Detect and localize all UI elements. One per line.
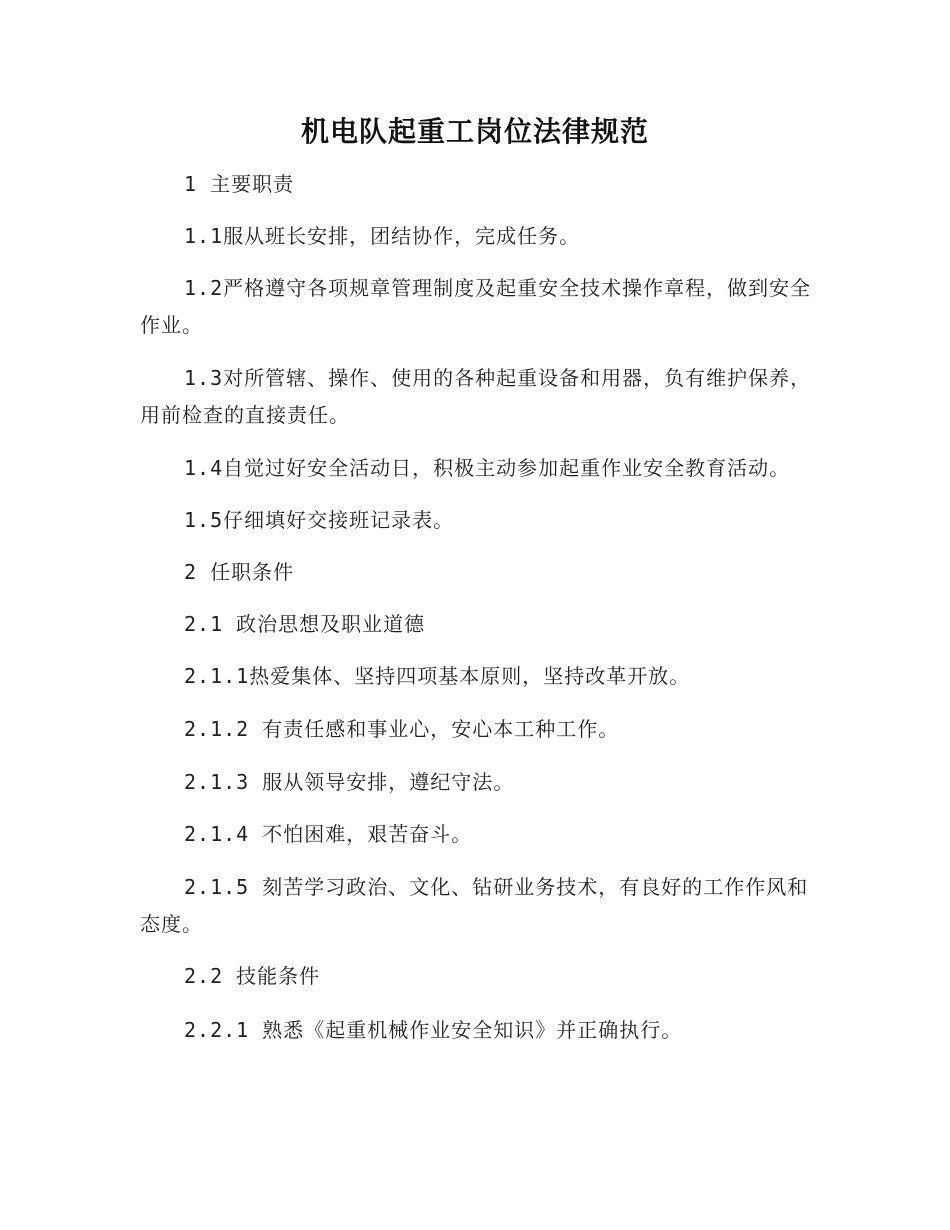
- paragraph-2-1-1: 2.1.1热爱集体、坚持四项基本原则，坚持改革开放。: [184, 664, 691, 688]
- paragraph-1-1: 1.1服从班长安排，团结协作，完成任务。: [184, 224, 581, 248]
- paragraph-1-2: 1.2严格遵守各项规章管理制度及起重安全技术操作章程，做到安全作业。: [140, 276, 812, 337]
- paragraph-2-1-4: 2.1.4 不怕困难，艰苦奋斗。: [184, 822, 473, 846]
- paragraph-2-1: 2.1 政治思想及职业道德: [184, 612, 426, 636]
- paragraph-2-2-1: 2.2.1 熟悉《起重机械作业安全知识》并正确执行。: [184, 1018, 683, 1042]
- document-title: 机电队起重工岗位法律规范: [300, 115, 649, 148]
- paragraph-2-2: 2.2 技能条件: [184, 964, 321, 988]
- paragraph-2-1-3: 2.1.3 服从领导安排，遵纪守法。: [184, 770, 515, 794]
- paragraph-1-3: 1.3对所管辖、操作、使用的各种起重设备和用器，负有维护保养，用前检查的直接责任。: [140, 366, 812, 427]
- section-heading-requirements: 2 任职条件: [184, 560, 295, 584]
- paragraph-2-1-5: 2.1.5 刻苦学习政治、文化、钻研业务技术，有良好的工作作风和态度。: [140, 875, 809, 936]
- paragraph-2-1-2: 2.1.2 有责任感和事业心，安心本工种工作。: [184, 717, 620, 741]
- section-heading-duties: 1 主要职责: [184, 172, 295, 196]
- paragraph-1-5: 1.5仔细填好交接班记录表。: [184, 508, 455, 532]
- paragraph-1-4: 1.4自觉过好安全活动日，积极主动参加起重作业安全教育活动。: [184, 456, 791, 480]
